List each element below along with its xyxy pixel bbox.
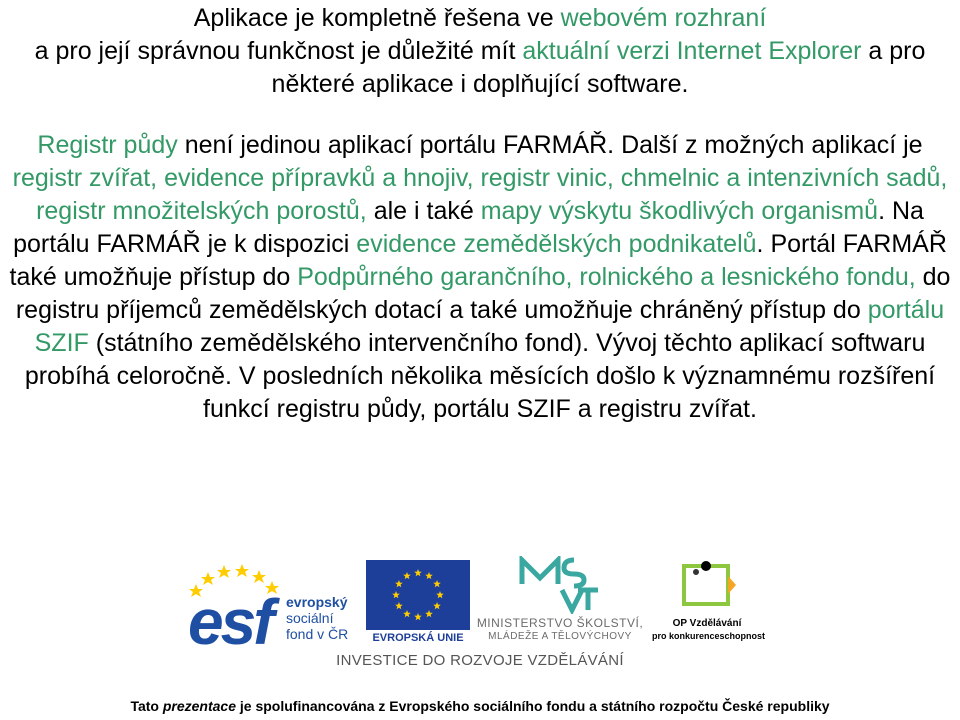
- main-text-6: (státního zemědělského intervenčního fond). Vývoj těchto aplikací softwaru probíhá celoročně. V posledních několika měsících došlo k významnému rozšíření funkcí registru půdy, portálu SZIF a registru zvířat.: [24, 329, 936, 423]
- main-highlight-registr-pudy: Registr půdy: [37, 131, 178, 159]
- main-highlight-registers: registr zvířat, evidence přípravků a hnojiv, registr vinic, chmelnic a intenzivních sadů, registr množitelských porostů,: [12, 164, 948, 225]
- esf-logo: [188, 564, 363, 664]
- eu-star-icon: [425, 610, 433, 617]
- eu-star-icon: [395, 580, 403, 587]
- esf-word-2: sociální: [286, 610, 334, 626]
- main-highlight-szif: portálu SZIF: [34, 296, 945, 357]
- eu-star-icon: [392, 591, 400, 598]
- op-logo: [652, 556, 766, 646]
- paragraph-intro: [0, 2, 960, 101]
- main-text-4: . Portál FARMÁŘ také umožňuje přístup do: [9, 230, 947, 291]
- eu-star-icon: [403, 572, 411, 579]
- eu-star-icon: [425, 572, 433, 579]
- eu-star-icon: [433, 580, 441, 587]
- esf-word-1: evropský: [286, 594, 348, 610]
- msmt-mark-icon: [518, 556, 602, 614]
- eu-star-icon: [414, 569, 422, 576]
- main-text-1: není jedinou aplikací portálu FARMÁŘ. Další z možných aplikací je: [177, 131, 923, 159]
- intro-text-3: a pro některé aplikace i doplňující software.: [271, 37, 926, 98]
- eu-flag-icon: [366, 560, 470, 630]
- esf-words: [286, 594, 348, 642]
- main-text-2: ale i také: [366, 197, 481, 225]
- msmt-line-1: MINISTERSTVO ŠKOLSTVÍ,: [476, 616, 644, 630]
- eu-star-icon: [436, 591, 444, 598]
- invest-slogan: INVESTICE DO ROZVOJE VZDĚLÁVÁNÍ: [336, 652, 624, 669]
- intro-highlight-web: webovém rozhraní: [560, 4, 767, 32]
- intro-text-2: a pro její správnou funkčnost je důležité mít: [34, 37, 523, 65]
- eu-stars-icon: [366, 560, 470, 630]
- esf-word-3: fond v ČR: [286, 626, 349, 642]
- intro-text-1: Aplikace je kompletně řešena ve: [193, 4, 561, 32]
- op-line-1: OP Vzdělávání: [672, 618, 742, 629]
- paragraph-main: [0, 129, 960, 426]
- main-text-5: do registru příjemců zemědělských dotací a také umožňuje chráněný přístup do: [15, 263, 951, 324]
- footer-note: [0, 698, 960, 714]
- main-text-3: . Na portálu FARMÁŘ je k dispozici: [13, 197, 924, 258]
- eu-star-icon: [433, 602, 441, 609]
- esf-letters: esf: [188, 586, 272, 658]
- eu-logo: [366, 560, 470, 646]
- eu-star-icon: [395, 602, 403, 609]
- main-highlight-evidence: evidence zemědělských podnikatelů: [356, 230, 757, 258]
- footer-text-2: je spolufinancována z Evropského sociálního fondu a státního rozpočtu České republiky: [236, 698, 830, 714]
- eu-star-icon: [403, 610, 411, 617]
- eu-label: EVROPSKÁ UNIE: [372, 632, 464, 644]
- main-highlight-maps: mapy výskytu škodlivých organismů: [480, 197, 879, 225]
- op-line-2: pro konkurenceschopnost: [652, 631, 766, 641]
- eu-star-icon: [414, 613, 422, 620]
- intro-highlight-ie: aktuální verzi Internet Explorer: [522, 37, 862, 65]
- logo-band: [0, 556, 960, 686]
- main-highlight-pgrlf: Podpůrného garančního, rolnického a lesnického fondu,: [297, 263, 916, 291]
- msmt-line-2: MLÁDEŽE A TĚLOVÝCHOVY: [488, 631, 632, 642]
- footer-text-1: Tato: [130, 698, 163, 714]
- footer-italic: prezentace: [162, 698, 236, 714]
- msmt-logo: [472, 556, 648, 646]
- op-mark-icon: [670, 556, 742, 614]
